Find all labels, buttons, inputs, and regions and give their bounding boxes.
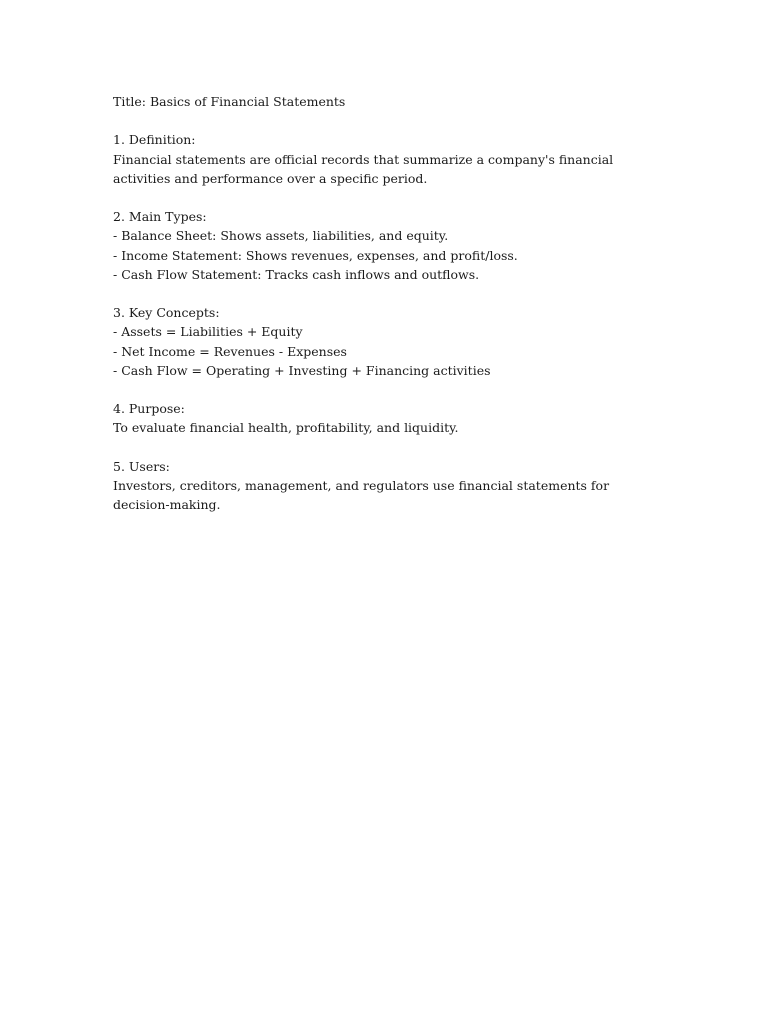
spacer <box>113 380 643 399</box>
document-body <box>113 92 643 514</box>
section-heading-definition: 1. Definition: <box>113 132 196 148</box>
list-item: - Income Statement: Shows revenues, expenses, and profit/loss. <box>113 247 518 263</box>
section-body-users: Investors, creditors, management, and regulators use financial statements for decision-making. <box>113 477 610 513</box>
list-item: - Net Income = Revenues - Expenses <box>113 343 347 359</box>
section-heading-purpose: 4. Purpose: <box>113 401 185 417</box>
spacer <box>113 284 643 303</box>
document-title: Title: Basics of Financial Statements <box>113 94 346 109</box>
section-heading-users: 5. Users: <box>113 458 170 474</box>
section-heading-key-concepts: 3. Key Concepts: <box>113 305 220 321</box>
spacer <box>113 111 643 130</box>
section-body-definition: Financial statements are official records that summarize a company's financial activities and performance over a specific period. <box>113 151 614 186</box>
list-item: - Assets = Liabilities + Equity <box>113 324 303 340</box>
section-heading-main-types: 2. Main Types: <box>113 209 207 225</box>
list-item: - Cash Flow = Operating + Investing + Financing activities <box>113 362 491 378</box>
list-item: - Cash Flow Statement: Tracks cash inflows and outflows. <box>113 266 480 282</box>
section-body-purpose: To evaluate financial health, profitability, and liquidity. <box>113 420 459 436</box>
list-item: - Balance Sheet: Shows assets, liabilities, and equity. <box>113 228 449 244</box>
spacer <box>113 188 643 207</box>
spacer <box>113 438 643 457</box>
